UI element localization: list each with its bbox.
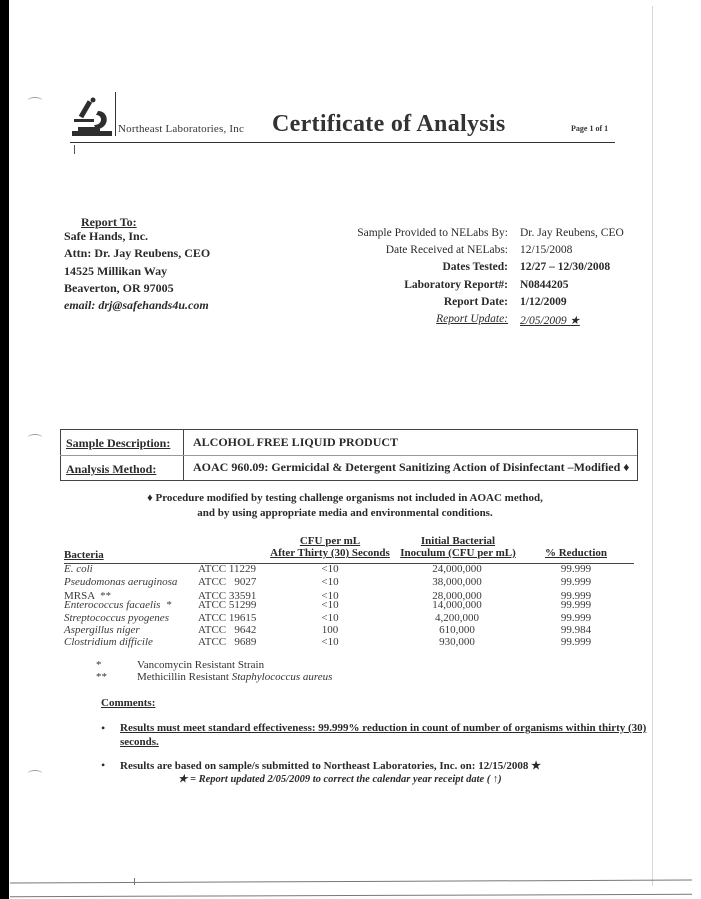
- microscope-icon: [70, 97, 115, 137]
- cell-cfu: <10: [321, 599, 339, 611]
- cell-bacteria: Streptococcus pyogenes: [64, 612, 169, 624]
- cell-atcc: ATCC 9027: [198, 576, 257, 588]
- cell-atcc: ATCC 19615: [198, 612, 257, 624]
- sample-description-label: Sample Description:: [66, 436, 171, 450]
- cell-reduction: 99.999: [560, 599, 592, 611]
- report-to-title: Report To:: [81, 215, 137, 229]
- report-to-city: Beaverton, OR 97005: [64, 281, 174, 295]
- lab-report-label: Laboratory Report#:: [404, 279, 508, 291]
- cell-initial: 24,000,000: [432, 563, 482, 575]
- footnote-mark: **: [96, 671, 107, 683]
- cell-atcc: ATCC 51299: [198, 599, 257, 611]
- cell-bacteria: MRSA **: [64, 590, 112, 602]
- scan-right-rule: [652, 6, 653, 886]
- report-update-value: 2/05/2009 ★: [520, 315, 580, 327]
- cell-bacteria: Clostridium difficile: [64, 636, 153, 648]
- cell-bacteria: Pseudomonas aeruginosa: [64, 576, 178, 588]
- sample-description-value: ALCOHOL FREE LIQUID PRODUCT: [193, 435, 399, 449]
- sample-box-row-divider: [60, 455, 637, 456]
- cell-reduction: 99.984: [560, 624, 592, 636]
- comment-2-note: ★ = Report updated 2/05/2009 to correct the calendar year receipt date ( ↑): [178, 774, 502, 785]
- cell-initial: 14,000,000: [432, 599, 482, 611]
- header-cfu-line2: After Thirty (30) Seconds: [270, 547, 390, 559]
- cell-atcc: ATCC 33591: [198, 590, 257, 602]
- cell-cfu: <10: [321, 576, 339, 588]
- cell-atcc: ATCC 9642: [198, 624, 257, 636]
- document-title: Certificate of Analysis: [272, 111, 506, 137]
- footnote-text-plain: Methicillin Resistant: [137, 671, 232, 683]
- cell-initial: 38,000,000: [432, 576, 482, 588]
- procedure-note-line1: ♦ Procedure modified by testing challenge organisms not included in AOAC method,: [147, 492, 543, 504]
- cell-cfu: <10: [321, 636, 339, 648]
- header-rule: [70, 142, 615, 143]
- report-to-email[interactable]: email: drj@safehands4u.com: [64, 298, 209, 312]
- sample-provided-label: Sample Provided to NELabs By:: [357, 227, 508, 239]
- analysis-method-value: AOAC 960.09: Germicidal & Detergent Sanitizing Action of Disinfectant –Modified ♦: [193, 460, 630, 474]
- cell-cfu: 100: [321, 624, 339, 636]
- cell-atcc: ATCC 9689: [198, 636, 257, 648]
- scan-bottom-rule: [10, 894, 692, 897]
- comment-1-line2: seconds.: [120, 736, 159, 748]
- cell-initial: 610,000: [439, 624, 475, 636]
- scan-bottom-tick: [134, 878, 135, 885]
- company-name: Northeast Laboratories, Inc: [118, 123, 245, 135]
- header-bacteria: Bacteria: [64, 549, 104, 561]
- report-date-value: 1/12/2009: [520, 296, 567, 308]
- cell-atcc: ATCC 11229: [198, 563, 256, 575]
- dates-tested-label: Dates Tested:: [442, 261, 508, 273]
- scan-bottom-rule: [10, 880, 692, 884]
- header-tick: [74, 145, 75, 154]
- bullet-icon: •: [101, 721, 106, 735]
- cell-reduction: 99.999: [560, 612, 592, 624]
- cell-cfu: <10: [321, 590, 339, 602]
- cell-bacteria: Aspergillus niger: [64, 624, 140, 636]
- footnote-text: [137, 671, 332, 683]
- scan-left-edge: [0, 0, 9, 899]
- footnote-text-italic: Staphylococcus aureus: [231, 671, 333, 683]
- cell-reduction: 99.999: [560, 576, 592, 588]
- dates-tested-value: 12/27 – 12/30/2008: [520, 261, 611, 273]
- report-date-label: Report Date:: [443, 296, 508, 308]
- report-to-street: 14525 Millikan Way: [64, 264, 168, 278]
- cell-initial: 4,200,000: [435, 612, 479, 624]
- report-update-label: Report Update:: [436, 313, 508, 325]
- report-to-company: Safe Hands, Inc.: [64, 229, 149, 243]
- analysis-method-label: Analysis Method:: [66, 462, 157, 476]
- date-received-label: Date Received at NELabs:: [385, 244, 508, 256]
- header-cfu-line1: CFU per mL: [299, 535, 361, 547]
- comment-1-line1: Results must meet standard effectiveness: 99.999% reduction in count of number of organisms within thirty (30): [120, 722, 647, 734]
- hole-punch-mark: [28, 770, 42, 777]
- logo-divider: [115, 92, 116, 136]
- header-reduction: % Reduction: [544, 547, 608, 559]
- cell-cfu: <10: [321, 563, 339, 575]
- comment-2: Results are based on sample/s submitted to Northeast Laboratories, Inc. on: 12/15/2008 ★: [120, 760, 541, 772]
- cell-reduction: 99.999: [560, 636, 592, 648]
- page-number: Page 1 of 1: [571, 124, 609, 133]
- header-initial-line2: Inoculum (CFU per mL): [400, 547, 516, 559]
- hole-punch-mark: [28, 97, 42, 104]
- lab-report-value: N0844205: [520, 279, 569, 291]
- cell-bacteria: E. coli: [64, 563, 93, 575]
- footnote-mark: *: [96, 659, 102, 671]
- cell-initial: 28,000,000: [432, 590, 482, 602]
- cell-bacteria: Enterococcus facaelis *: [64, 599, 172, 611]
- cell-initial: 930,000: [439, 636, 475, 648]
- sample-provided-value: Dr. Jay Reubens, CEO: [520, 227, 624, 239]
- date-received-value: 12/15/2008: [520, 244, 573, 256]
- header-initial-line1: Initial Bacterial: [420, 535, 496, 547]
- report-to-attn: Attn: Dr. Jay Reubens, CEO: [64, 246, 211, 260]
- bullet-icon: •: [101, 758, 106, 772]
- cell-reduction: 99.999: [560, 563, 592, 575]
- procedure-note-line2: and by using appropriate media and environmental conditions.: [197, 507, 493, 519]
- cell-cfu: <10: [321, 612, 339, 624]
- hole-punch-mark: [28, 434, 42, 441]
- footnote-text: Vancomycin Resistant Strain: [137, 659, 265, 671]
- comments-title: Comments:: [101, 697, 156, 709]
- cell-reduction: 99.999: [560, 590, 592, 602]
